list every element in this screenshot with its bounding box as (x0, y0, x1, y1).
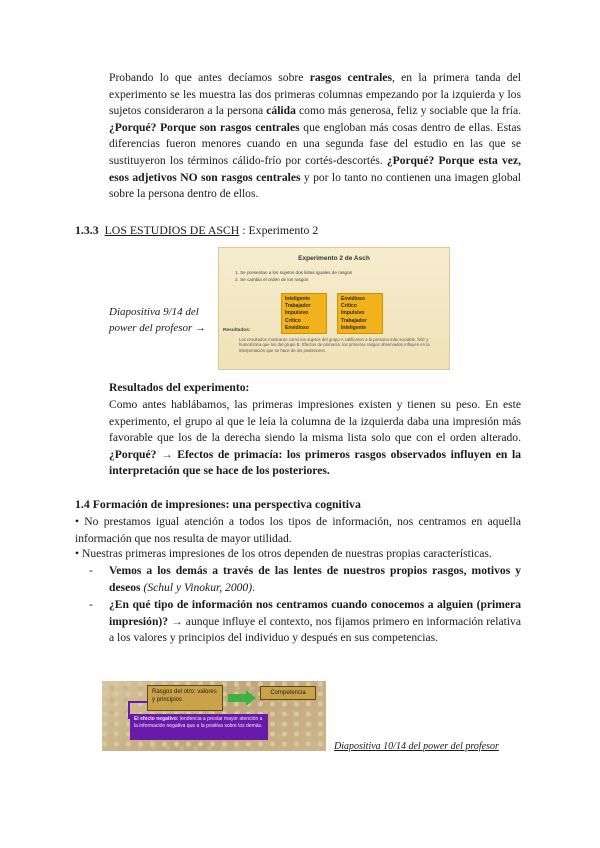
slide9-list-right (337, 293, 383, 334)
bold-run: ¿Porqué? Porque son rasgos centrales (109, 120, 300, 134)
section-title: LOS ESTUDIOS DE ASCH (104, 223, 240, 237)
trait-item: Inteligente (285, 296, 311, 302)
text-run: → aunque influye el contexto, nos fijamos primero en información relativa a los valores y principios del individuo y después en sus competencias. (109, 614, 521, 645)
bold-run: ¿En qué tipo de información nos centramos cuando conocemos a alguien (primera impresión)? (109, 598, 521, 628)
competence-box: Competencia (260, 686, 316, 700)
text-run: tendencia a prestar mayor atención a la información negativa que a la positiva sobre los demás. (134, 716, 263, 729)
trait-item: Crítico (341, 303, 357, 310)
section-heading-1-4: 1.4 Formación de impresiones: una perspectiva cognitiva (75, 497, 361, 511)
section-heading-1-3-3 (75, 222, 318, 238)
section-subtitle: : Experimento 2 (239, 223, 319, 237)
bold-run: Vemos a los demás a través de las lentes de nuestros propios rasgos, motivos y deseos (109, 564, 521, 594)
trait-item: Envidioso (341, 296, 365, 302)
dash-marker: - (89, 564, 93, 577)
intro-paragraph (109, 70, 521, 203)
connector-line (128, 701, 148, 703)
bold-run: ¿Porqué? → Efectos de primacía: los primeros rasgos observados influyen en la interpretación que se hace de los posteriores. (109, 447, 521, 478)
negative-effect-box (130, 714, 268, 740)
slide9-results-label: Resultados: (223, 328, 251, 333)
trait-item: Crítico (285, 317, 301, 324)
slide9-title: Experimento 2 de Asch (298, 255, 370, 262)
trait-item: Inteligente (341, 324, 367, 331)
slide9-list-left (281, 293, 327, 334)
text-run: Probando lo que antes decíamos sobre (109, 71, 310, 84)
text-run: que engloban más cosas dentro de ellas. Estas diferencias fueron menores cuando en una segunda fase del estudio en las que se sustituyeron los términos cálido-frío por cortés-descortés. (109, 120, 522, 167)
slide10-image (102, 681, 326, 751)
dash-marker: - (89, 598, 93, 611)
values-box: Rasgos del otro: valores y principios (147, 685, 223, 711)
bold-run: cálida (266, 104, 296, 118)
text-run: , en la primera tanda del experimento se les muestra las dos primeras columnas empezando por la izquierda y los sujetos consideraron a la persona (109, 71, 521, 118)
trait-item: Trabajador (285, 303, 311, 310)
trait-item: Impulsivo (341, 310, 365, 317)
trait-item: Impulsivo (285, 310, 309, 317)
slide9-line: 1. Se presentan a los sujetos dos listas iguales de rasgos (235, 270, 352, 275)
trait-item: Trabajador (341, 317, 367, 324)
bullet-item: • Nuestras primeras impresiones de los otros dependen de nuestras propias características. (75, 547, 492, 560)
dash-item-1 (89, 563, 521, 596)
bold-run: ¿Porqué? Porque esta vez, esos adjetivos NO son rasgos centrales (109, 153, 521, 184)
text-run: como más generosa, feliz y sociable que la fría. (295, 104, 521, 118)
text-run: . (252, 580, 255, 594)
slide10-caption: Diapositiva 10/14 del power del profesor (334, 741, 499, 752)
bullet-item: • No prestamos igual atención a todos los tipos de información, nos centramos en aquella información que nos resulta de mayor utilidad. (75, 515, 521, 545)
citation: (Schul y Vinokur, 2000) (140, 580, 253, 594)
bold-run: rasgos centrales (309, 71, 392, 84)
text-run: Como antes hablábamos, las primeras impresiones existen y tienen su peso. En este experimento, el grupo al que le leía la columna de la izquierda daba una impresión más favorable que los de la derecha siendo la misma lista solo que con el orden alterado. (109, 398, 521, 445)
slide9-image (218, 247, 450, 370)
bold-run: El efecto negativo: (134, 716, 179, 722)
slide9-line: 2. Se cambia el orden de los rasgos (235, 277, 309, 282)
section-number: 1.3.3 (75, 223, 99, 237)
slide9-caption: Diapositiva 9/14 del power del profesor → (109, 306, 207, 334)
slide9-results-text: Los resultados mostraron como los sujetos del grupo A calificaron a la persona más sociable, feliz y humorística que los del grupo B. Efectos de primacía: los primeros rasgos observados influyen en la interpretación que se hace de los posteriores. (239, 337, 430, 353)
results-paragraph (109, 397, 521, 480)
results-heading: Resultados del experimento: (109, 381, 250, 394)
text-run: y por lo tanto no contienen una imagen global sobre la persona dentro de ellos. (109, 170, 521, 201)
dash-item-2 (89, 597, 521, 647)
trait-item: Envidioso (285, 324, 309, 331)
